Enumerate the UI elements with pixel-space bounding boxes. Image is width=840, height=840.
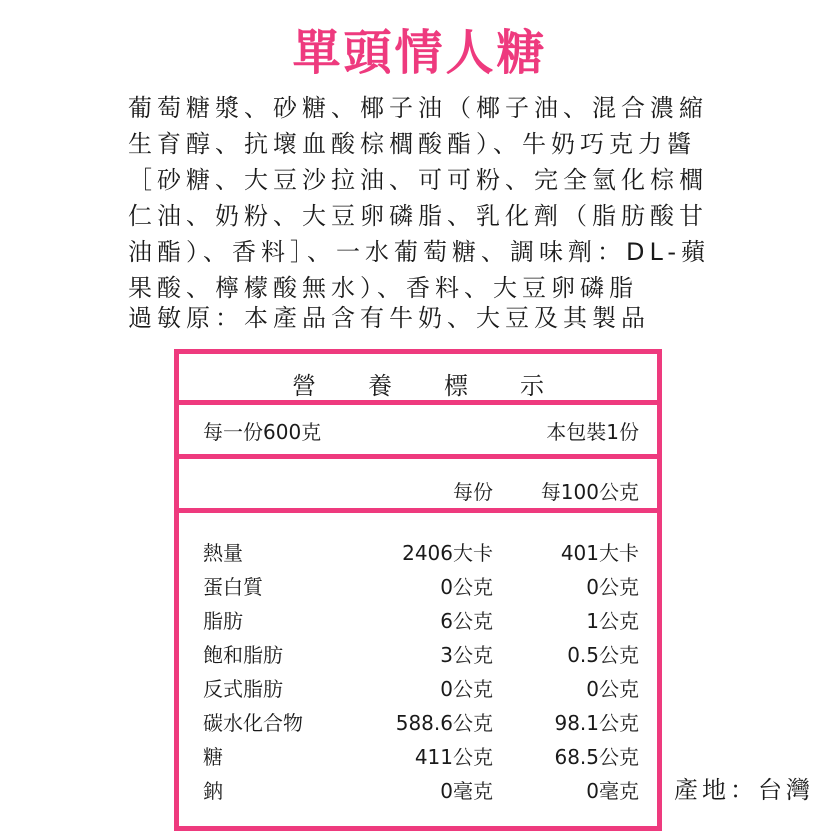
nutrient-name: 蛋白質 (203, 575, 263, 599)
nutrient-per-100g: 0.5公克 (567, 643, 639, 667)
nutrient-name: 熱量 (203, 541, 243, 565)
nutrient-per-100g: 1公克 (586, 609, 639, 633)
nutrient-per-100g: 401大卡 (560, 541, 639, 565)
origin-label: 產地：台灣 (674, 776, 814, 804)
nutrient-per-100g: 98.1公克 (554, 711, 639, 735)
nutrient-per-serving: 6公克 (440, 609, 493, 633)
nutrient-name: 脂肪 (203, 609, 243, 633)
allergen-text: 過敏原：本產品含有牛奶、大豆及其製品 (128, 304, 650, 332)
nutrient-per-serving: 0公克 (440, 575, 493, 599)
nutrient-per-100g: 0公克 (586, 575, 639, 599)
panel-divider (179, 454, 657, 459)
product-title: 單頭情人糖 (292, 25, 548, 81)
panel-divider (179, 400, 657, 405)
nutrient-per-100g: 0公克 (586, 677, 639, 701)
nutrient-name: 糖 (203, 745, 223, 769)
nutrient-per-serving: 0毫克 (440, 779, 493, 803)
nutrient-name: 飽和脂肪 (203, 643, 283, 667)
nutrient-per-100g: 0毫克 (586, 779, 639, 803)
column-header-per-serving: 每份 (453, 480, 493, 504)
nutrition-panel-title: 營養標示 (292, 372, 596, 400)
servings-per-pack: 本包裝1份 (546, 420, 639, 444)
panel-divider (179, 508, 657, 513)
nutrient-per-serving: 0公克 (440, 677, 493, 701)
serving-size: 每一份600克 (203, 420, 322, 444)
nutrient-name: 鈉 (203, 779, 223, 803)
nutrient-per-100g: 68.5公克 (554, 745, 639, 769)
nutrient-per-serving: 588.6公克 (395, 711, 493, 735)
nutrient-per-serving: 2406大卡 (402, 541, 493, 565)
column-header-per-100g: 每100公克 (540, 480, 639, 504)
nutrient-name: 反式脂肪 (203, 677, 283, 701)
nutrient-per-serving: 3公克 (440, 643, 493, 667)
ingredients-text: 葡萄糖漿、砂糖、椰子油（椰子油、混合濃縮生育醇、抗壞血酸棕櫚酸酯）、牛奶巧克力醬［砂糖、大豆沙拉油、可可粉、完全氫化棕櫚仁油、奶粉、大豆卵磷脂、乳化劑（脂肪酸甘油酯）、香料］、一水葡萄糖、調味劑：DL-蘋果酸、檸檬酸無水）、香料、大豆卵磷脂 (128, 94, 711, 302)
nutrient-name: 碳水化合物 (203, 711, 303, 735)
nutrient-per-serving: 411公克 (414, 745, 493, 769)
nutrition-panel (174, 349, 662, 831)
